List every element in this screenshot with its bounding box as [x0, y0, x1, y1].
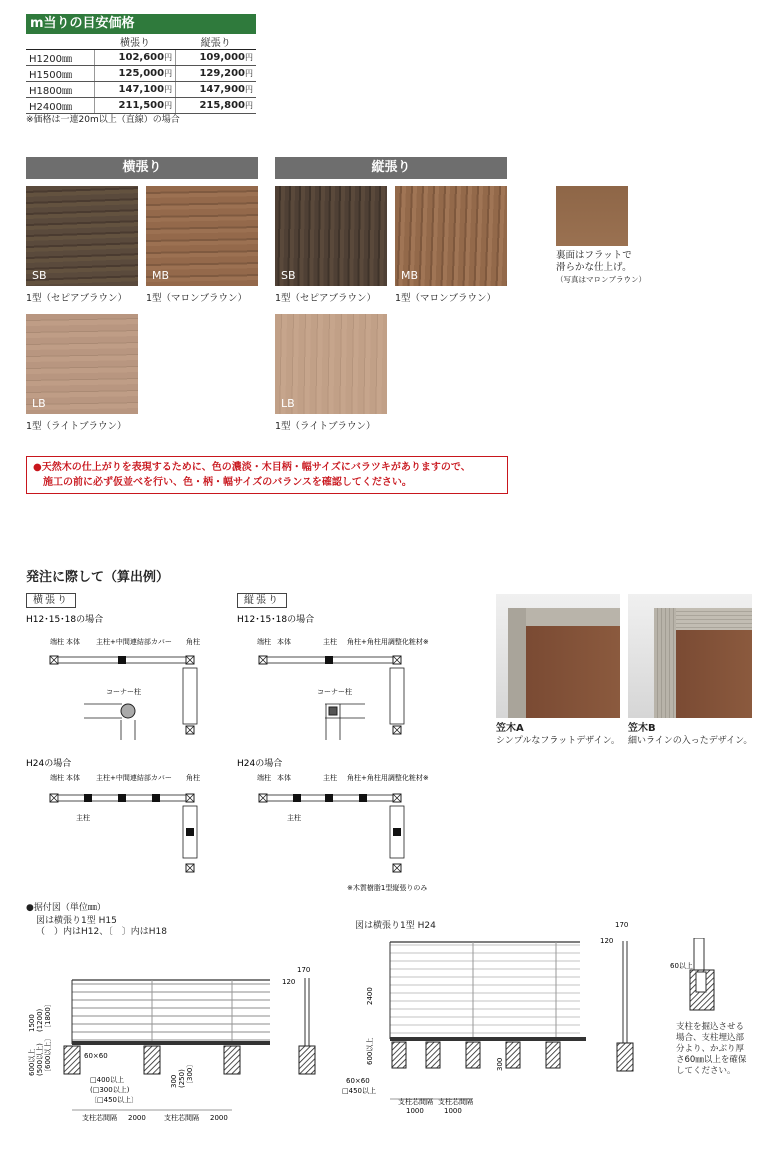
- price-table: [26, 34, 256, 114]
- svg-text:〔600以上〕: 〔600以上〕: [44, 1034, 52, 1076]
- svg-text:角柱+角柱用調整化粧材※: 角柱+角柱用調整化粧材※: [347, 638, 429, 646]
- swatch-caption: 1型（マロンブラウン）: [395, 293, 497, 304]
- svg-text:2000: 2000: [210, 1114, 228, 1122]
- svg-text:2000: 2000: [128, 1114, 146, 1122]
- install-left-note: 図は横張り1型 H15 （ ）内はH12、〔 〕内はH18: [36, 916, 167, 937]
- swatch-tate-mb: MB: [395, 186, 507, 286]
- svg-text:1000: 1000: [406, 1107, 424, 1115]
- svg-text:本体: 本体: [66, 638, 80, 646]
- swatch-back: [556, 186, 628, 246]
- swatch-tate-sb: SB: [275, 186, 387, 286]
- svg-text:1000: 1000: [444, 1107, 462, 1115]
- svg-text:主柱: 主柱: [287, 814, 301, 822]
- svg-text:角柱+角柱用調整化粧材※: 角柱+角柱用調整化粧材※: [347, 774, 429, 782]
- swatch-caption: 1型（ライトブラウン）: [26, 421, 127, 432]
- svg-text:支柱芯間隔: 支柱芯間隔: [438, 1098, 473, 1106]
- svg-text:2400: 2400: [366, 987, 374, 1005]
- svg-text:主柱+中間連結部カバー: 主柱+中間連結部カバー: [96, 638, 172, 646]
- svg-text:600以上: 600以上: [28, 1048, 36, 1076]
- kasagi-a-caption: 笠木A シンプルなフラットデザイン。: [496, 723, 620, 746]
- svg-text:コーナー柱: コーナー柱: [317, 688, 352, 696]
- svg-text:角柱: 角柱: [186, 774, 200, 782]
- table-row: H1500㎜ 125,000円 129,200円: [26, 66, 256, 82]
- price-table-title: m当りの目安価格: [26, 14, 256, 34]
- svg-text:主柱: 主柱: [323, 774, 337, 782]
- svg-text:本体: 本体: [277, 774, 291, 782]
- svg-text:300: 300: [170, 1074, 178, 1088]
- table-row: H1800㎜ 147,100円 147,900円: [26, 82, 256, 98]
- svg-text:主柱: 主柱: [76, 814, 90, 822]
- svg-text:〔1800〕: 〔1800〕: [44, 1000, 52, 1032]
- svg-text:端柱: 端柱: [50, 774, 64, 782]
- swatch-tate-lb: LB: [275, 314, 387, 414]
- yoko-tag: 横張り: [26, 593, 76, 608]
- svg-text:120: 120: [282, 978, 296, 986]
- svg-text:□450以上: □450以上: [342, 1087, 376, 1095]
- svg-text:60×60: 60×60: [84, 1052, 108, 1060]
- tate-header: 縦張り: [275, 157, 507, 179]
- table-row: H2400㎜ 211,500円 215,800円: [26, 98, 256, 114]
- install-right-diagram: [340, 915, 640, 1125]
- svg-text:60×60: 60×60: [346, 1077, 370, 1085]
- back-note: 裏面はフラットで 滑らかな仕上げ。 （写真はマロンブラウン）: [556, 250, 646, 284]
- swatch-caption: 1型（マロンブラウン）: [146, 293, 248, 304]
- svg-text:端柱: 端柱: [50, 638, 64, 646]
- swatch-yoko-sb: SB: [26, 186, 138, 286]
- svg-text:(□300以上): (□300以上): [90, 1086, 130, 1094]
- kasagi-a-photo: [496, 594, 620, 718]
- swatch-yoko-mb: MB: [146, 186, 258, 286]
- svg-text:端柱: 端柱: [257, 638, 271, 646]
- svg-text:支柱芯間隔: 支柱芯間隔: [398, 1098, 433, 1106]
- svg-text:〔300〕: 〔300〕: [186, 1060, 194, 1088]
- svg-text:〔□450以上〕: 〔□450以上〕: [90, 1096, 138, 1104]
- install-right-note: 図は横張り1型 H24: [355, 921, 436, 931]
- svg-text:(250): (250): [178, 1069, 186, 1088]
- col-yoko: 横張り: [95, 34, 176, 50]
- install-left-diagram: [20, 940, 330, 1130]
- tate-tag: 縦張り: [237, 593, 287, 608]
- svg-text:主柱: 主柱: [323, 638, 337, 646]
- case-label: H24の場合: [237, 759, 283, 769]
- svg-text:(1200): (1200): [36, 1008, 44, 1032]
- svg-text:170: 170: [615, 921, 629, 929]
- swatch-caption: 1型（セピアブラウン）: [26, 293, 128, 304]
- col-empty: [26, 34, 95, 50]
- kasagi-b-photo: [628, 594, 752, 718]
- svg-text:支柱芯間隔: 支柱芯間隔: [82, 1114, 117, 1122]
- swatch-caption: 1型（セピアブラウン）: [275, 293, 377, 304]
- case-label: H12･15･18の場合: [237, 615, 315, 625]
- svg-text:1500: 1500: [28, 1014, 36, 1032]
- svg-text:□400以上: □400以上: [90, 1076, 124, 1084]
- swatch-caption: 1型（ライトブラウン）: [275, 421, 376, 432]
- swatch-yoko-lb: LB: [26, 314, 138, 414]
- svg-text:60以上: 60以上: [670, 962, 693, 970]
- svg-text:300: 300: [496, 1057, 504, 1071]
- svg-text:本体: 本体: [66, 774, 80, 782]
- svg-text:コーナー柱: コーナー柱: [106, 688, 141, 696]
- svg-text:支柱芯間隔: 支柱芯間隔: [164, 1114, 199, 1122]
- svg-text:(500以上): (500以上): [36, 1043, 44, 1076]
- case-label: H24の場合: [26, 759, 72, 769]
- svg-text:本体: 本体: [277, 638, 291, 646]
- embed-detail-diagram: [668, 938, 728, 1018]
- embed-note: 支柱を掘込させる場合、支柱埋込部分より、かぶり厚さ60㎜以上を確保してください。: [676, 1022, 747, 1076]
- svg-text:角柱: 角柱: [186, 638, 200, 646]
- svg-text:170: 170: [297, 966, 311, 974]
- yoko-plan-diagram: [26, 608, 236, 878]
- order-title: 発注に際して（算出例）: [26, 570, 170, 585]
- warning-box: ●天然木の仕上がりを表現するために、色の濃淡・木目柄・幅サイズにバラツキがありますので、 施工の前に必ず仮並べを行い、色・柄・幅サイズのバランスを確認してください。: [26, 456, 508, 494]
- case-label: H12･15･18の場合: [26, 615, 104, 625]
- tate-plan-diagram: [237, 608, 467, 894]
- yoko-header: 横張り: [26, 157, 258, 179]
- table-row: H1200㎜ 102,600円 109,000円: [26, 50, 256, 66]
- svg-text:600以上: 600以上: [366, 1037, 374, 1065]
- svg-text:主柱+中間連結部カバー: 主柱+中間連結部カバー: [96, 774, 172, 782]
- price-note: ※価格は一連20m以上（直線）の場合: [26, 115, 180, 125]
- svg-text:端柱: 端柱: [257, 774, 271, 782]
- col-tate: 縦張り: [176, 34, 256, 50]
- kasagi-b-caption: 笠木B 細いラインの入ったデザイン。: [628, 723, 753, 746]
- install-title: ●据付図（単位㎜）: [26, 903, 106, 913]
- svg-text:120: 120: [600, 937, 614, 945]
- svg-text:※木質樹脂1型縦張りのみ: ※木質樹脂1型縦張りのみ: [347, 884, 428, 892]
